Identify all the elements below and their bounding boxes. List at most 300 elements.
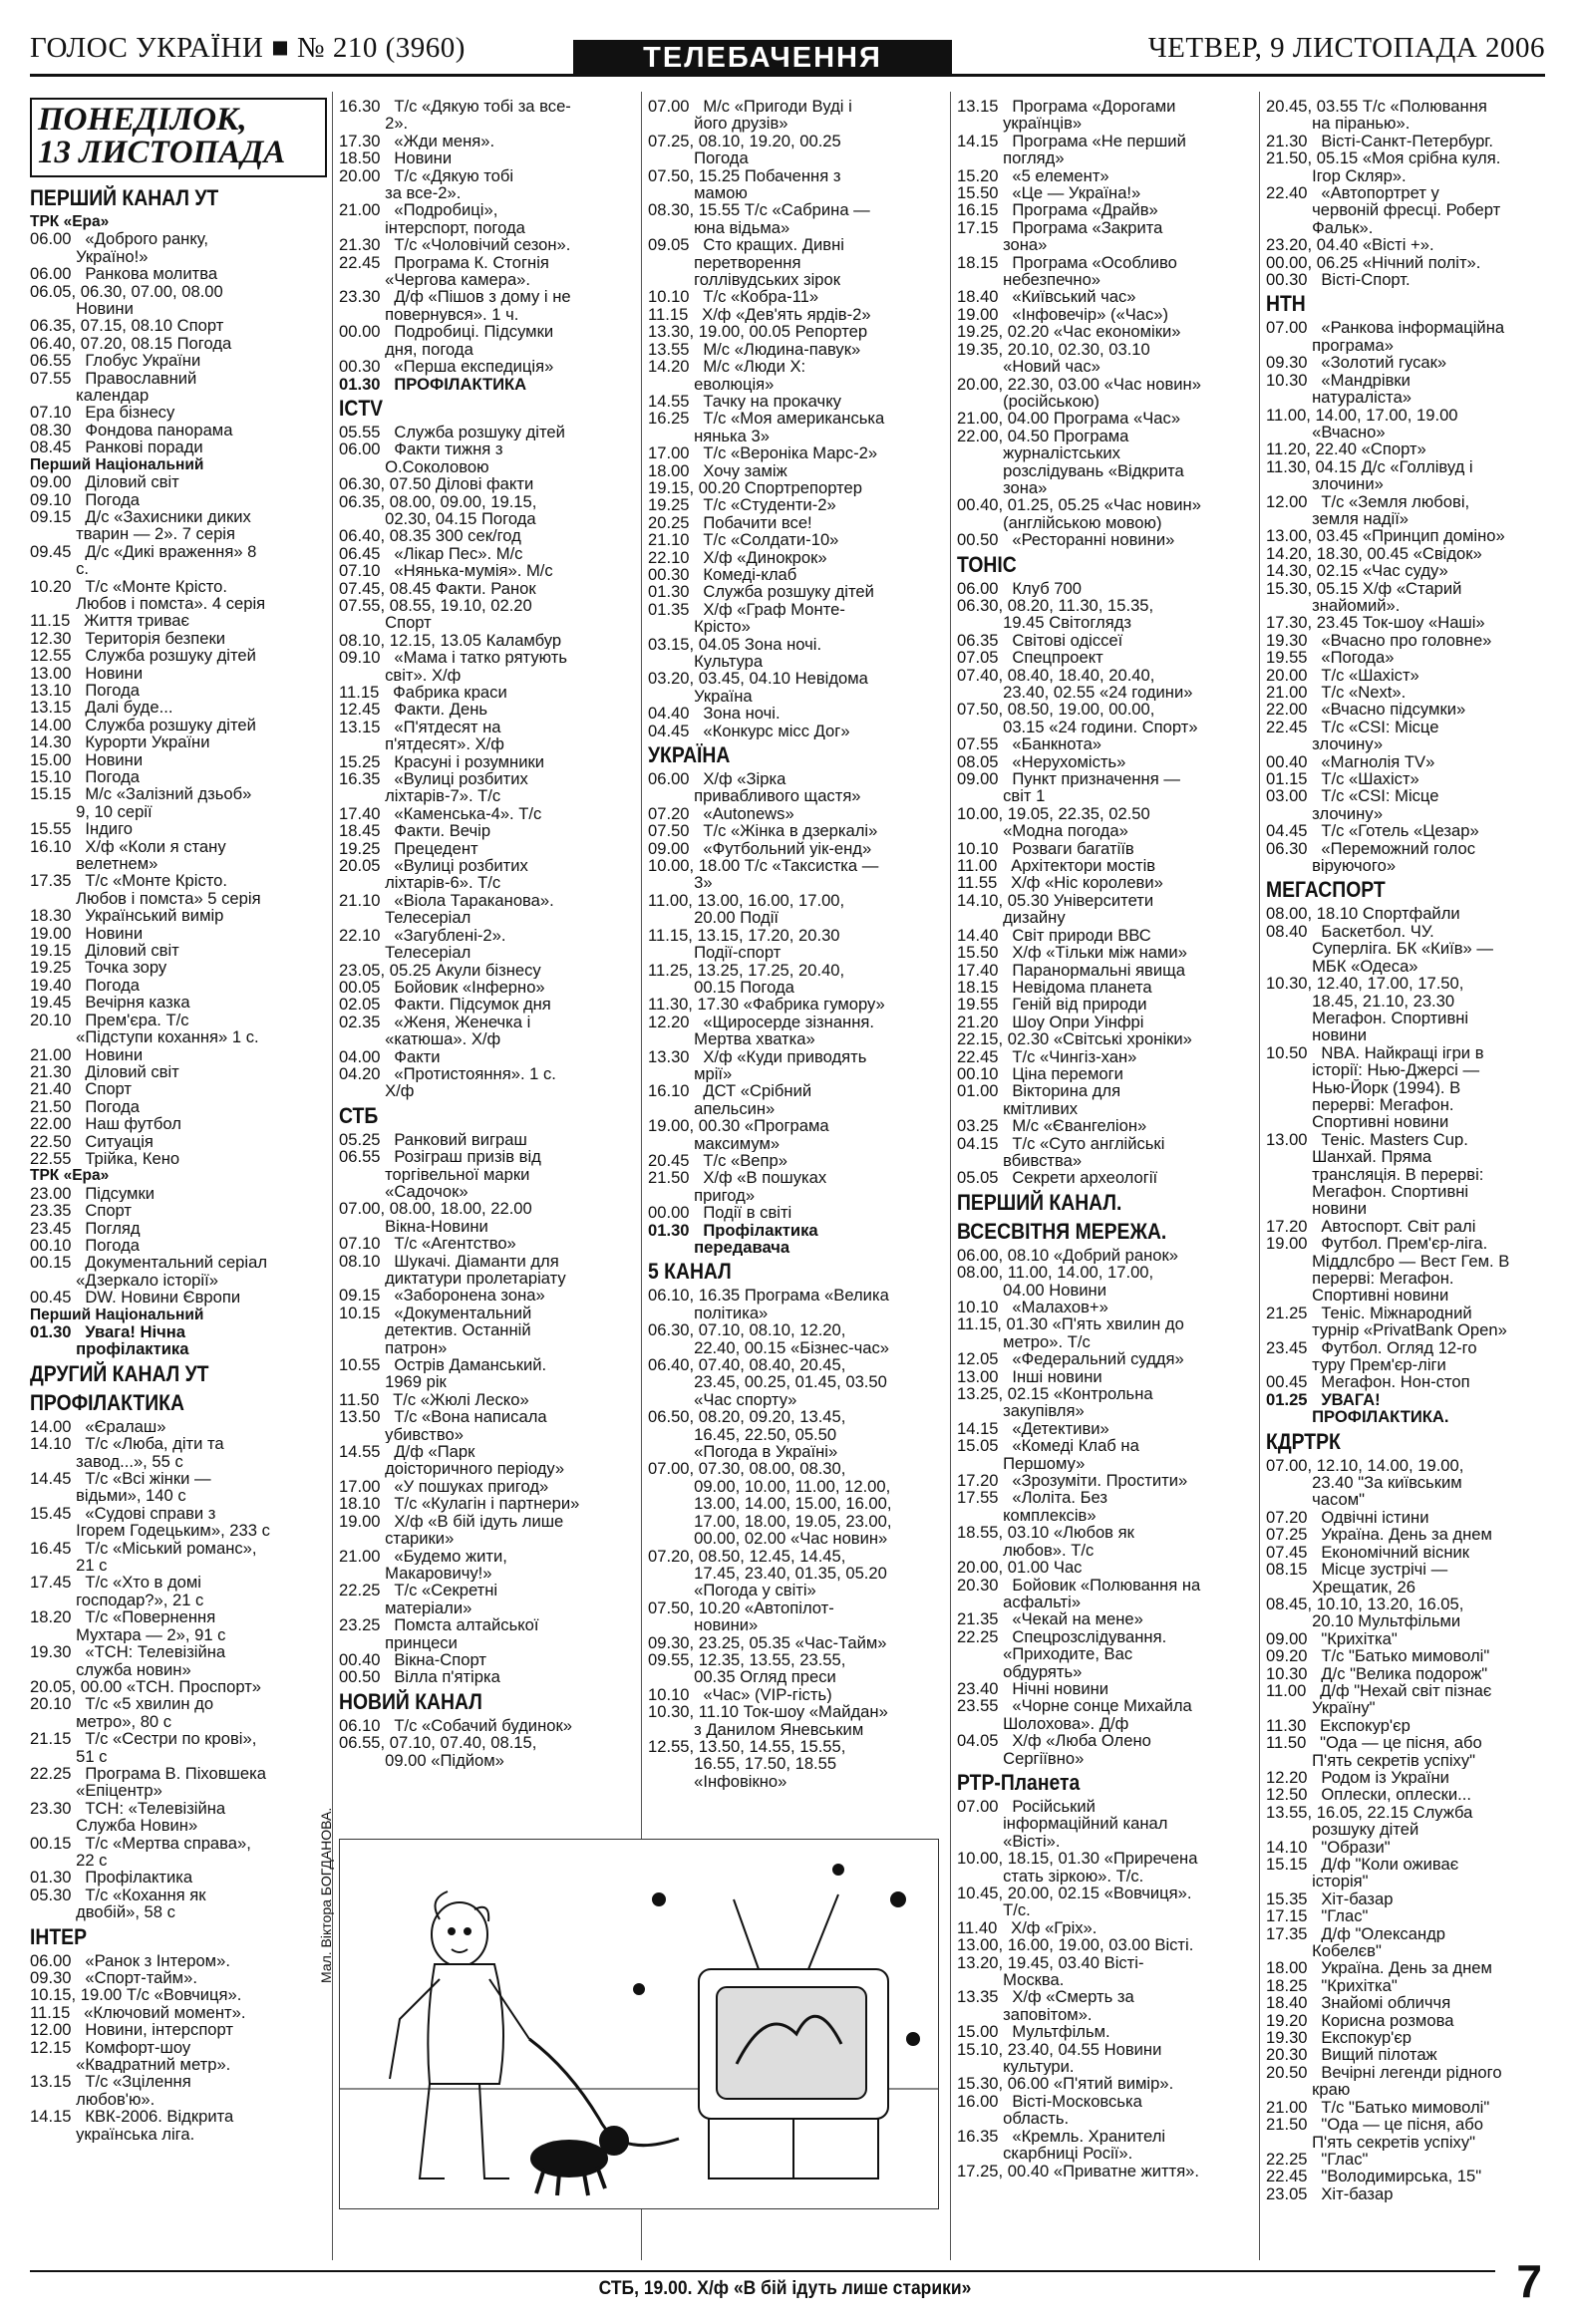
day-heading-line: 13 ЛИСТОПАДА: [38, 135, 286, 170]
program-line: Новини: [30, 300, 134, 318]
program-line: 00.35 Огляд преси: [648, 1668, 836, 1686]
program-line: 07.10 Ера бізнесу: [30, 404, 175, 422]
program-line: 01.30 Увага! Нічна: [30, 1323, 186, 1341]
program-line: 07.50, 15.25 Побачення з: [648, 166, 841, 185]
program-line: 11.00 Д/ф "Нехай світ пізнає: [1266, 1681, 1492, 1700]
program-line: 20.00 Події: [648, 909, 780, 927]
program-line: 20.00, 01.00 Час: [957, 1559, 1083, 1577]
program-line: Любов і помста» 5 серія: [30, 889, 261, 908]
program-line: 15.00 Новини: [30, 750, 144, 768]
program-line: Нью-Йорк (1994). В: [1266, 1078, 1461, 1096]
program-line: 14.15 КВК-2006. Відкрита: [30, 2108, 234, 2126]
program-line: 15.55 Індиго: [30, 820, 133, 838]
program-line: 03.15 «24 години. Спорт»: [957, 718, 1198, 736]
program-line: 07.40, 08.40, 18.40, 20.40,: [957, 666, 1155, 684]
program-line: передавача: [648, 1239, 790, 1257]
program-line: 23.30 ТСН: «Телевізійна: [30, 1799, 226, 1818]
program-line: 07.20 Одвічні істини: [1266, 1508, 1429, 1527]
program-line: ПРОФІЛАКТИКА.: [1266, 1408, 1449, 1426]
program-line: 22.45 Програма К. Стогнія: [339, 253, 549, 272]
program-line: 00.05 Бойовик «Інферно»: [339, 978, 545, 997]
program-line: 14.40 Світ природи ВВС: [957, 926, 1151, 945]
program-line: «Епіцентр»: [30, 1782, 162, 1800]
channel-subheading: ТРК «Ера»: [30, 1167, 110, 1185]
program-line: торгівельної марки: [339, 1165, 530, 1183]
program-line: Телесеріал: [339, 944, 471, 962]
program-line: 06.30, 07.50 Ділові факти: [339, 475, 534, 493]
program-line: 09.15 Д/с «Захисники диких: [30, 507, 251, 526]
program-line: відьми», 140 с: [30, 1487, 186, 1505]
program-line: 02.30, 04.15 Погода: [339, 509, 536, 528]
program-line: мрії»: [648, 1064, 733, 1083]
program-line: 19.40 Погода: [30, 976, 140, 995]
program-line: «Вісті».: [957, 1832, 1061, 1851]
program-line: 06.45 «Лікар Пес». М/с: [339, 544, 523, 563]
program-line: 21.10 «Віола Тараканова».: [339, 891, 554, 910]
program-line: Спортивні новини: [1266, 1287, 1449, 1305]
program-line: Служба Новин»: [30, 1817, 198, 1835]
program-line: 00.10 Погода: [30, 1236, 140, 1255]
program-line: перерві: Мегафон.: [1266, 1270, 1454, 1288]
program-line: 10.10 Т/с «Кобра-11»: [648, 288, 819, 306]
program-line: 07.10 «Нянька-мумія». М/с: [339, 562, 553, 580]
program-line: Мегафон. Спортивні: [1266, 1009, 1469, 1027]
program-line: «Підступи кохання» 1 с.: [30, 1028, 259, 1046]
program-line: 20.45 Т/с «Вепр»: [648, 1151, 787, 1170]
program-line: ліхтарів-7». Т/с: [339, 787, 501, 805]
program-line: 09.00 Діловий світ: [30, 473, 179, 491]
program-line: 15.50 «Це — Україна!»: [957, 184, 1141, 202]
program-line: 21.00 Т/с "Батько мимоволі": [1266, 2098, 1490, 2117]
program-line: 07.55 «Банкнота»: [957, 735, 1102, 753]
program-line: 16.45 Т/с «Міський романс»,: [30, 1539, 257, 1558]
program-line: культури.: [957, 2058, 1075, 2076]
program-line: злочину»: [1266, 735, 1384, 753]
program-line: 21.30 Діловий світ: [30, 1062, 179, 1081]
program-line: 19.00 Футбол. Прем'єр-ліга.: [1266, 1235, 1488, 1253]
channel-heading: МЕГАСПОРТ: [1266, 877, 1386, 903]
program-line: Першому»: [957, 1454, 1086, 1473]
program-line: 21.00 Т/с «Next».: [1266, 684, 1407, 702]
program-line: 06.00 Факти тижня з: [339, 440, 503, 458]
program-line: з Данилом Яневським: [648, 1720, 864, 1738]
program-line: Москва.: [957, 1971, 1065, 1989]
program-line: Спорт: [339, 614, 432, 632]
program-line: 22.00 «Вчасно підсумки»: [1266, 701, 1466, 719]
program-line: 10.30, 11.10 Ток-шоу «Майдан»: [648, 1703, 888, 1721]
program-line: 12.50 Оплески, оплески...: [1266, 1786, 1471, 1804]
program-line: 3»: [648, 874, 713, 892]
program-line: 18.30 Український вимір: [30, 907, 224, 925]
channel-heading: КДРТРК: [1266, 1428, 1341, 1454]
program-line: 01.00 Вікторина для: [957, 1082, 1121, 1100]
program-line: 06.30 «Переможний голос: [1266, 839, 1476, 858]
program-line: 06.40, 08.35 300 сек/год: [339, 527, 521, 545]
program-line: «Погода в Україні»: [648, 1443, 838, 1461]
program-line: 04.05 Х/ф «Люба Олено: [957, 1732, 1151, 1750]
header-rule: [30, 74, 1545, 77]
program-line: 19.00, 00.30 «Програма: [648, 1117, 829, 1135]
program-line: 00.30 Комеді-клаб: [648, 565, 797, 584]
program-line: 17.40 Паранормальні явища: [957, 961, 1185, 979]
program-line: 10.10 «Малахов+»: [957, 1299, 1108, 1316]
program-line: «Новий час»: [957, 358, 1100, 376]
program-line: 17.35 Т/с «Монте Крісто.: [30, 872, 228, 890]
program-line: 11.25, 13.25, 17.25, 20.40,: [648, 961, 845, 979]
program-line: 07.10 Т/с «Агентство»: [339, 1235, 516, 1253]
program-line: стать зіркою». Т/с.: [957, 1867, 1144, 1885]
program-line: 20.10 Т/с «5 хвилин до: [30, 1695, 214, 1713]
program-line: 10.00, 18.15, 01.30 «Приречена: [957, 1850, 1198, 1868]
program-line: 19.55 Геній від природи: [957, 996, 1147, 1014]
program-line: 05.05 Секрети археології: [957, 1169, 1158, 1187]
program-line: «Приходите, Вас: [957, 1645, 1133, 1663]
program-line: 06.00 Х/ф «Зірка: [648, 770, 786, 788]
program-line: 07.00, 07.30, 08.00, 08.30,: [648, 1460, 846, 1478]
cartoon-drawing: [340, 1840, 938, 2208]
program-line: 15.30, 06.00 «П'ятий вимір».: [957, 2075, 1174, 2093]
program-line: диктатури пролетаріату: [339, 1270, 566, 1288]
program-line: 13.30 Х/ф «Куди приводять: [648, 1047, 867, 1065]
program-line: зона»: [957, 236, 1048, 254]
program-line: Ігор Скляр».: [1266, 166, 1407, 185]
program-line: 13.15 Т/с «Зцілення: [30, 2073, 191, 2091]
program-line: 00.15 Документальний серіал: [30, 1254, 268, 1272]
program-line: 21.40 Спорт: [30, 1080, 133, 1098]
program-line: скарбниці Росії».: [957, 2145, 1133, 2163]
program-line: 06.35 Світові одіссеї: [957, 631, 1123, 650]
program-line: 08.45 Ранкові поради: [30, 438, 203, 456]
program-line: 06.50, 08.20, 09.20, 13.45,: [648, 1408, 846, 1426]
program-line: 19.30 Експокур'єр: [1266, 2029, 1413, 2047]
program-line: 9, 10 серії: [30, 802, 153, 821]
program-line: 22.25 Спецрозслідування.: [957, 1627, 1167, 1646]
program-line: 13.00 Теніс. Masters Cup.: [1266, 1130, 1468, 1149]
program-line: 21.30 Т/с «Чоловічий сезон».: [339, 236, 571, 254]
program-line: детектив. Останній: [339, 1321, 531, 1339]
program-line: 11.40 Х/ф «Гріх».: [957, 1918, 1098, 1937]
program-line: 17.35 Д/ф "Олександр: [1266, 1924, 1446, 1943]
program-line: розслідувань «Відкрита: [957, 461, 1184, 479]
program-line: Вікна-Новини: [339, 1217, 488, 1236]
program-line: 13.15 Далі буде...: [30, 699, 173, 717]
program-line: 22.25 Т/с «Секретні: [339, 1582, 498, 1599]
program-line: 15.05 «Комеді Клаб на: [957, 1437, 1139, 1455]
program-line: 05.25 Ранковий виграш: [339, 1130, 527, 1149]
program-line: 09.30 «Золотий гусак»: [1266, 354, 1447, 372]
program-line: 22.15, 02.30 «Світські хроніки»: [957, 1030, 1192, 1048]
program-line: 19.15 Діловий світ: [30, 942, 179, 960]
program-line: краю: [1266, 2081, 1351, 2099]
program-line: нянька 3»: [648, 427, 770, 445]
program-line: 08.05 «Нерухомість»: [957, 752, 1126, 771]
channel-heading: УКРАЇНА: [648, 742, 731, 768]
program-line: інтерспорт, погода: [339, 218, 525, 237]
program-line: календар: [30, 387, 150, 405]
program-line: 09.10 Погода: [30, 490, 140, 508]
program-line: пригод»: [648, 1186, 756, 1205]
program-line: еволюція»: [648, 375, 775, 393]
program-line: 18.20 Т/с «Повернення: [30, 1608, 216, 1626]
program-line: його друзів»: [648, 115, 788, 133]
program-line: 15.25 Красуні і розумники: [339, 752, 545, 771]
program-line: 20.05 «Вулиці розбитих: [339, 857, 528, 875]
program-line: 14.55 Тачку на прокачку: [648, 392, 841, 411]
program-line: погляд»: [957, 149, 1065, 167]
program-line: 2».: [339, 115, 409, 133]
program-line: 10.30 Д/с "Велика подорож": [1266, 1664, 1488, 1682]
program-line: 15.35 Хіт-базар: [1266, 1889, 1394, 1908]
program-line: максимум»: [648, 1134, 781, 1152]
program-line: 05.30 Т/с «Кохання як: [30, 1886, 206, 1904]
program-line: 17.40 «Каменська-4». Т/с: [339, 804, 542, 823]
program-line: 09.30 «Спорт-тайм».: [30, 1969, 197, 1987]
issue-date: ЧЕТВЕР, 9 ЛИСТОПАДА 2006: [1147, 32, 1545, 64]
program-line: 19.00 «Інфовечір» («Час»): [957, 305, 1169, 324]
program-line: Х/ф: [339, 1082, 415, 1100]
program-line: дизайну: [957, 909, 1066, 927]
program-line: 11.15 Х/ф «Дев'ять ярдів-2»: [648, 305, 871, 324]
program-line: 11.00 Архітектори мостів: [957, 857, 1156, 875]
program-line: 21.00 «Будемо жити,: [339, 1547, 507, 1565]
program-line: 23.55 «Чорне сонце Михайла: [957, 1697, 1192, 1715]
program-line: Культура: [648, 653, 764, 671]
program-line: світ 1: [957, 787, 1046, 805]
program-line: 08.00, 11.00, 14.00, 17.00,: [957, 1264, 1154, 1282]
program-line: червоній фресці. Роберт: [1266, 201, 1501, 219]
program-line: 20.10 Прем'єра. Т/с: [30, 1011, 189, 1029]
program-line: 14.55 Д/ф «Парк: [339, 1443, 475, 1461]
program-line: любов'ю».: [30, 2090, 156, 2109]
program-line: 19.45 Світоглядз: [957, 614, 1132, 632]
program-line: 09.00 Пункт призначення —: [957, 770, 1180, 788]
program-line: програма»: [1266, 336, 1394, 355]
channel-heading: ПЕРШИЙ КАНАЛ УТ: [30, 185, 219, 210]
program-line: 08.10, 12.15, 13.05 Каламбур: [339, 631, 562, 650]
program-line: 07.50, 08.50, 19.00, 00.00,: [957, 701, 1155, 719]
program-line: 17.00, 18.00, 19.05, 23.00,: [648, 1512, 892, 1531]
program-line: 07.00 М/с «Пригоди Вуді і: [648, 98, 852, 116]
program-line: 06.40, 07.20, 08.15 Погода: [30, 334, 232, 353]
program-line: 08.15 Місце зустрічі —: [1266, 1561, 1448, 1579]
program-line: 10.30, 12.40, 17.00, 17.50,: [1266, 975, 1464, 993]
program-line: політика»: [648, 1304, 769, 1322]
program-line: 20.30 Бойовик «Полювання на: [957, 1576, 1201, 1594]
channel-heading: ІНТЕР: [30, 1923, 88, 1949]
program-line: 13.00 Новини: [30, 664, 144, 682]
program-line: 20.50 Вечірні легенди рідного: [1266, 2063, 1502, 2082]
listing-column-2: [339, 98, 636, 1769]
program-line: 07.25 Україна. День за днем: [1266, 1526, 1492, 1544]
program-line: Ігорем Годецьким», 233 с: [30, 1522, 270, 1540]
program-line: 22.10 Х/ф «Динокрок»: [648, 548, 827, 566]
program-line: 07.00, 12.10, 14.00, 19.00,: [1266, 1456, 1464, 1475]
program-line: п'ятдесят». Х/ф: [339, 735, 504, 753]
program-line: 06.55 Глобус України: [30, 352, 201, 370]
program-line: 09.00 "Крихітка": [1266, 1629, 1398, 1648]
program-line: 13.25, 02.15 «Контрольна: [957, 1385, 1153, 1403]
program-line: 09.45 Д/с «Дикі враження» 8: [30, 542, 257, 561]
channel-heading: ICTV: [339, 395, 384, 421]
program-line: 17.30 «Жди меня».: [339, 132, 495, 150]
program-line: 14.30 Курорти України: [30, 733, 210, 751]
program-line: 00.40, 01.25, 05.25 «Час новин»: [957, 496, 1201, 514]
program-line: 23.00 Підсумки: [30, 1184, 155, 1203]
program-line: 22.00, 04.50 Програма: [957, 427, 1129, 445]
program-line: 17.45, 23.40, 01.35, 05.20: [648, 1564, 887, 1583]
program-line: 11.15 Життя триває: [30, 612, 189, 630]
program-line: 06.40, 07.40, 08.40, 20.45,: [648, 1356, 846, 1374]
featured-film-caption: СТБ, 19.00. Х/ф «В бій ідуть лише старики»: [598, 2278, 972, 2299]
program-line: заповітом».: [957, 2005, 1093, 2024]
program-line: 22.25 Програма В. Піховшека: [30, 1764, 266, 1783]
program-line: тварин — 2». 7 серія: [30, 525, 235, 543]
program-line: 00.40 «Магнолія TV»: [1266, 752, 1435, 771]
program-line: 21.15 Т/с «Сестри по крові»,: [30, 1730, 257, 1748]
program-line: 18.15 Програма «Особливо: [957, 253, 1177, 272]
program-line: старики»: [339, 1530, 455, 1548]
channel-heading: НТН: [1266, 291, 1306, 317]
program-line: 11.15 Фабрика краси: [339, 684, 507, 702]
program-line: 19.35, 20.10, 02.30, 03.10: [957, 340, 1150, 359]
program-line: 22.25 "Глас": [1266, 2150, 1369, 2169]
program-line: 02.05 Факти. Підсумок дня: [339, 996, 551, 1014]
program-line: 22.55 Трійка, Кено: [30, 1149, 180, 1168]
program-line: закупівля»: [957, 1402, 1085, 1420]
program-line: 07.00 Російський: [957, 1797, 1096, 1816]
program-line: 03.20, 03.45, 04.10 Невідома: [648, 670, 868, 688]
program-line: 07.00 «Ранкова інформаційна: [1266, 319, 1505, 337]
program-line: 19.30 «ТСН: Телевізійна: [30, 1643, 226, 1661]
program-line: асфальті»: [957, 1593, 1082, 1611]
program-line: 12.15 Комфорт-шоу: [30, 2038, 191, 2057]
program-line: «Чергова камера».: [339, 271, 531, 289]
program-line: (російською): [957, 392, 1099, 411]
program-line: перетворення: [648, 253, 801, 272]
program-line: 10.00, 19.05, 22.35, 02.50: [957, 804, 1150, 823]
program-line: 18.25 "Крихітка": [1266, 1976, 1398, 1995]
program-line: с.: [30, 560, 90, 578]
program-line: 07.25, 08.10, 19.20, 00.25: [648, 132, 841, 150]
channel-heading: ПРОФІЛАКТИКА: [30, 1389, 184, 1415]
channel-heading: СТБ: [339, 1102, 379, 1128]
program-line: 20.00, 22.30, 03.00 «Час новин»: [957, 375, 1201, 393]
program-line: Мухтара — 2», 91 с: [30, 1625, 226, 1644]
program-line: 17.00 Т/с «Вероніка Марс-2»: [648, 444, 878, 462]
program-line: історія": [1266, 1873, 1369, 1890]
program-line: обдурять»: [957, 1662, 1083, 1680]
program-line: 14.00 Служба розшуку дітей: [30, 716, 256, 734]
program-line: 20.00 Т/с «Дякую тобі: [339, 166, 514, 185]
program-line: 17.20 «Зрозуміти. Простити»: [957, 1472, 1188, 1490]
program-line: 05.55 Служба розшуку дітей: [339, 423, 565, 441]
program-line: 13.00 Інші новини: [957, 1367, 1102, 1386]
program-line: 07.50 Т/с «Жінка в дзеркалі»: [648, 822, 878, 840]
program-line: 11.55 Х/ф «Ніс королеви»: [957, 874, 1163, 892]
program-line: 22.10 «Загублені-2».: [339, 926, 506, 945]
program-line: 11.30, 17.30 «Фабрика гумору»: [648, 996, 885, 1014]
program-line: 03.15, 04.05 Зона ночі.: [648, 635, 822, 653]
program-line: 22.50 Ситуація: [30, 1132, 154, 1150]
program-line: 06.55 Розіграш призів від: [339, 1148, 541, 1166]
program-line: розшуку дітей: [1266, 1821, 1419, 1839]
program-line: 1969 рік: [339, 1373, 447, 1391]
program-line: 13.20, 19.45, 03.40 Вісті-: [957, 1953, 1144, 1972]
program-line: 00.10 Ціна перемоги: [957, 1064, 1123, 1083]
newspaper-issue: ГОЛОС УКРАЇНИ ■ № 210 (3960): [30, 32, 466, 64]
program-line: МБК «Одеса»: [1266, 957, 1418, 976]
channel-heading: ДРУГИЙ КАНАЛ УТ: [30, 1360, 209, 1386]
program-line: 09.15 «Заборонена зона»: [339, 1287, 545, 1305]
program-line: історії: Нью-Джерсі —: [1266, 1061, 1480, 1079]
masthead: [30, 18, 1545, 74]
program-line: 22.45 Т/с «Чингіз-хан»: [957, 1047, 1137, 1065]
program-line: 17.30, 23.45 Ток-шоу «Наші»: [1266, 614, 1485, 632]
program-line: 18.45 Факти. Вечір: [339, 822, 491, 840]
program-line: 01.35 Х/ф «Граф Монте-: [648, 600, 845, 619]
program-line: Україно!»: [30, 247, 149, 266]
program-line: вбивства»: [957, 1151, 1083, 1170]
program-line: ліхтарів-6». Т/с: [339, 874, 501, 892]
program-line: 23.40 Нічні новини: [957, 1679, 1109, 1698]
program-line: 15.10, 23.40, 04.55 Новини: [957, 2040, 1162, 2059]
program-line: 13.55, 16.05, 22.15 Служба: [1266, 1803, 1473, 1822]
program-line: господар?», 21 с: [30, 1591, 204, 1609]
program-line: 12.45 Факти. День: [339, 701, 488, 719]
program-line: 13.00, 03.45 «Принцип доміно»: [1266, 527, 1505, 545]
program-line: 15.15 Д/ф "Коли оживає: [1266, 1856, 1459, 1874]
program-line: 14.20 М/с «Люди Х:: [648, 358, 806, 376]
program-line: Погода: [648, 149, 749, 167]
program-line: 00.50 «Ресторанні новини»: [957, 531, 1175, 549]
program-line: 10.15 «Документальний: [339, 1304, 532, 1322]
program-line: 01.30 Профілактика: [30, 1869, 193, 1887]
program-line: 14.20, 18.30, 00.45 «Свідок»: [1266, 544, 1482, 563]
program-line: П'ять секретів успіху": [1266, 1751, 1476, 1769]
program-line: мамою: [648, 184, 748, 202]
program-line: 08.10 Шукачі. Діаманти для: [339, 1252, 559, 1270]
program-line: 14.10 Т/с «Люба, діти та: [30, 1435, 224, 1453]
program-line: 16.00 Вісті-Московська: [957, 2092, 1142, 2111]
program-line: 17.20 Автоспорт. Світ ралі: [1266, 1217, 1476, 1236]
program-line: 07.05 Спецпроект: [957, 649, 1103, 667]
program-line: Суперліга. БК «Київ» —: [1266, 940, 1493, 958]
program-line: 09.30, 23.25, 05.35 «Час-Тайм»: [648, 1633, 887, 1651]
program-line: 00.00, 02.00 «Час новин»: [648, 1530, 888, 1548]
program-line: 00.00 Подробиці. Підсумки: [339, 323, 554, 341]
program-line: дня, погода: [339, 340, 473, 359]
program-line: 19.00 Х/ф «В бій ідуть лише: [339, 1512, 564, 1531]
program-line: Т/с.: [957, 1901, 1031, 1919]
program-line: (англійською мовою): [957, 513, 1162, 532]
program-line: 13.35 Х/ф «Смерть за: [957, 1988, 1134, 2006]
program-line: 12.00 Т/с «Земля любові,: [1266, 492, 1470, 510]
program-line: 04.45 «Конкурс місс Дог»: [648, 722, 850, 740]
program-line: 23.45 Футбол. Огляд 12-го: [1266, 1338, 1477, 1357]
program-line: 06.00, 08.10 «Добрий ранок»: [957, 1246, 1178, 1265]
program-line: 16.45, 22.50, 05.50: [648, 1425, 837, 1444]
program-line: 00.40 Вікна-Спорт: [339, 1650, 486, 1669]
program-line: 08.40 Баскетбол. ЧУ.: [1266, 922, 1434, 941]
program-line: Мегафон. Спортивні: [1266, 1182, 1469, 1201]
program-line: «Інфовікно»: [648, 1772, 787, 1791]
program-line: 06.35, 07.15, 08.10 Спорт: [30, 317, 224, 335]
program-line: 23.45, 00.25, 01.45, 03.50: [648, 1373, 887, 1391]
program-line: доісторичного періоду»: [339, 1460, 565, 1478]
program-line: Шанхай. Пряма: [1266, 1148, 1432, 1166]
channel-heading: ПЕРШИЙ КАНАЛ.: [957, 1189, 1122, 1215]
program-line: 11.15, 13.15, 17.20, 20.30: [648, 926, 840, 945]
